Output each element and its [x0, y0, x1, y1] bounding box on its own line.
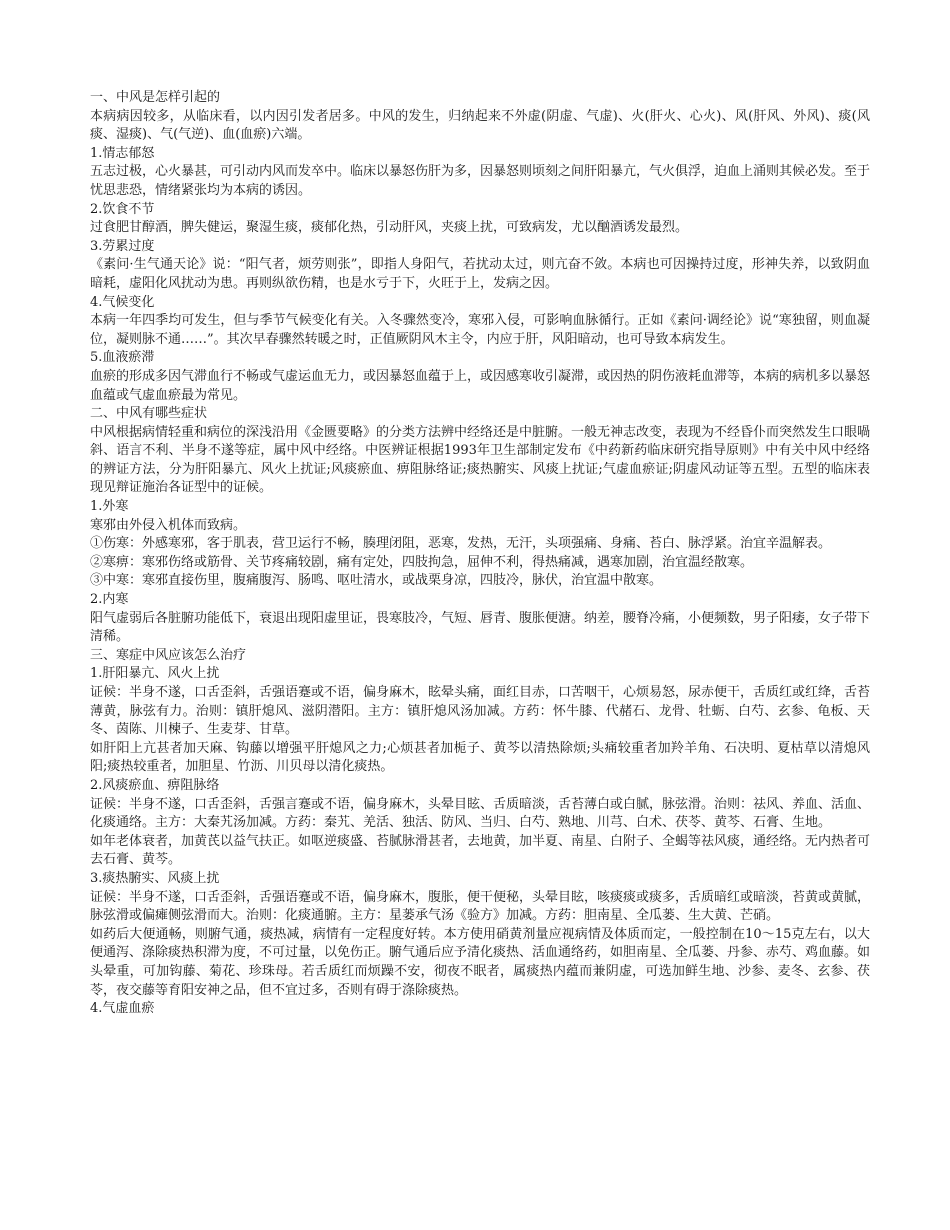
document-page: [90, 89, 870, 1019]
paragraph: 本病一年四季均可发生，但与季节气候变化有关。入冬骤然变冷，寒邪入侵，可影响血脉循行。正如《素问·调经论》说“寒独留，则血凝位，凝则脉不通……”。其次早春骤然转暖之时，正值厥阴风木主令，内应于肝，风阳暗动，也可导致本病发生。: [90, 313, 870, 347]
paragraph: 如药后大便通畅，则腑气通，痰热减，病情有一定程度好转。本方使用硝黄剂量应视病情及体质而定，一般控制在10～15克左右，以大便通泻、涤除痰热积滞为度，不可过量，以免伤正。腑气通后应予清化痰热、活血通络药，如胆南星、全瓜蒌、丹参、赤芍、鸡血藤。如头晕重，可加钩藤、菊花、珍珠母。若舌质红而烦躁不安，彻夜不眠者，属痰热内蕴而兼阴虚，可选加鲜生地、沙参、麦冬、玄参、茯苓，夜交藤等育阳安神之品，但不宜过多，否则有碍于涤除痰热。: [90, 926, 871, 998]
paragraph: 《素问·生气通天论》说：“阳气者，烦劳则张”，即指人身阳气，若扰动太过，则亢奋不敛。本病也可因操持过度，形神失养，以致阴血暗耗，虚阳化风扰动为患。再则纵欲伤精，也是水亏于下，火旺于上，发病之因。: [90, 257, 870, 291]
subheading-qi-deficiency: 4.气虚血瘀: [90, 1001, 155, 1017]
subheading-external-cold: 1.外寒: [90, 499, 129, 515]
subheading-phlegm-heat: 3.痰热腑实、风痰上扰: [90, 870, 220, 886]
paragraph: 五志过极，心火暴甚，可引动内风而发卒中。临床以暴怒伤肝为多，因暴怒则顷刻之间肝阳暴亢，气火俱浮，迫血上涌则其候必发。至于忧思悲恐，情绪紧张均为本病的诱因。: [90, 164, 871, 198]
paragraph: 证候：半身不遂，口舌歪斜，舌强语蹇或不语，偏身麻木，眩晕头痛，面红目赤，口苦咽干，心烦易怒，尿赤便干，舌质红或红绛，舌苔薄黄，脉弦有力。治则：镇肝熄风、滋阴潜阳。主方：镇肝熄风汤加减。方药：怀牛膝、代赭石、龙骨、牡蛎、白芍、玄参、龟板、天冬、茵陈、川楝子、生麦芽、甘草。: [90, 685, 871, 738]
subheading-climate: 4.气候变化: [90, 294, 155, 310]
subheading-internal-cold: 2.内寒: [90, 592, 129, 608]
paragraph: ①伤寒：外感寒邪，客于肌表，营卫运行不畅，腠理闭阻，恶寒，发热，无汗，头项强痛、身痛、苔白、脉浮紧。治宜辛温解表。: [90, 536, 832, 552]
section-heading-treatment: 三、寒症中风应该怎么治疗: [90, 647, 247, 663]
paragraph: ③中寒：寒邪直接伤里，腹痛腹泻、肠鸣、呕吐清水，或战栗身凉，四肢冷，脉伏，治宜温中散寒。: [90, 573, 663, 589]
paragraph: 如年老体衰者，加黄芪以益气扶正。如呕逆痰盛、苔腻脉滑甚者，去地黄，加半夏、南星、白附子、全蝎等祛风痰，通经络。无内热者可去石膏、黄芩。: [90, 833, 871, 868]
subheading-wind-phlegm: 2.风痰瘀血、痹阻脉络: [90, 777, 220, 793]
section-heading-symptoms: 二、中风有哪些症状: [90, 406, 208, 422]
subheading-diet: 2.饮食不节: [90, 201, 155, 217]
subheading-overwork: 3.劳累过度: [90, 238, 155, 254]
paragraph: 本病病因较多，从临床看，以内因引发者居多。中风的发生，归纳起来不外虚(阴虚、气虚)、火(肝火、心火)、风(肝风、外风)、痰(风痰、湿痰)、气(气逆)、血(血瘀)六端。: [90, 108, 870, 143]
paragraph: ②寒痹：寒邪伤络或筋骨、关节疼痛较剧，痛有定处，四肢拘急，屈伸不利，得热痛减，遇寒加剧，治宜温经散寒。: [90, 554, 754, 570]
paragraph: 阳气虚弱后各脏腑功能低下，衰退出现阳虚里证，畏寒肢冷，气短、唇青、腹胀便溏。纳差，腰脊冷痛，小便频数，男子阳痿，女子带下清稀。: [90, 610, 871, 645]
paragraph: 过食肥甘醇酒，脾失健运，聚湿生痰，痰郁化热，引动肝风，夹痰上扰，可致病发，尤以酗酒诱发最烈。: [90, 220, 689, 236]
paragraph: 寒邪由外侵入机体而致病。: [90, 517, 247, 533]
paragraph: 证候：半身不遂，口舌歪斜，舌强语蹇或不语，偏身麻木，腹胀，便干便秘，头晕目眩，咳痰痰或痰多，舌质暗红或暗淡，苔黄或黄腻，脉弦滑或偏瘫侧弦滑而大。治则：化痰通腑。主方：星蒌承气汤《验方》加减。方药：胆南星、全瓜蒌、生大黄、芒硝。: [90, 889, 871, 924]
subheading-blood-stasis: 5.血液瘀滞: [90, 350, 155, 366]
section-heading-causes: 一、中风是怎样引起的: [90, 90, 221, 105]
paragraph: 中风根据病情轻重和病位的深浅沿用《金匮要略》的分类方法辨中经络还是中脏腑。一般无神志改变，表现为不经昏仆而突然发生口眼喎斜、语言不利、半身不遂等症，属中风中经络。中医辨证根据1993年卫生部制定发布《中药新药临床研究指导原则》中有关中风中经络的辨证方法，分为肝阳暴亢、风火上扰证;风痰瘀血、痹阻脉络证;痰热腑实、风痰上扰证;气虚血瘀证;阴虚风动证等五型。五型的临床表现见辩证施治各证型中的证候。: [90, 424, 871, 496]
paragraph: 证候：半身不遂，口舌歪斜，舌强言蹇或不语，偏身麻木，头晕目眩、舌质暗淡，舌苔薄白或白腻，脉弦滑。治则：祛风、养血、活血、化痰通络。主方：大秦艽汤加减。方药：秦艽、羌活、独活、防风、当归、白芍、熟地、川芎、白术、茯苓、黄芩、石膏、生地。: [90, 796, 871, 831]
subheading-emotion: 1.情志郁怒: [90, 145, 155, 161]
paragraph: 血瘀的形成多因气滞血行不畅或气虚运血无力，或因暴怒血蕴于上，或因感寒收引凝滞，或因热的阴伤液耗血滞等，本病的病机多以暴怒血蕴或气虚血瘀最为常见。: [90, 368, 871, 403]
subheading-liver-yang: 1.肝阳暴亢、风火上扰: [90, 666, 220, 682]
paragraph: 如肝阳上亢甚者加天麻、钩藤以增强平肝熄风之力;心烦甚者加栀子、黄芩以清热除烦;头痛较重者加羚羊角、石决明、夏枯草以清熄风阳;痰热较重者，加胆星、竹沥、川贝母以清化痰热。: [90, 740, 870, 775]
